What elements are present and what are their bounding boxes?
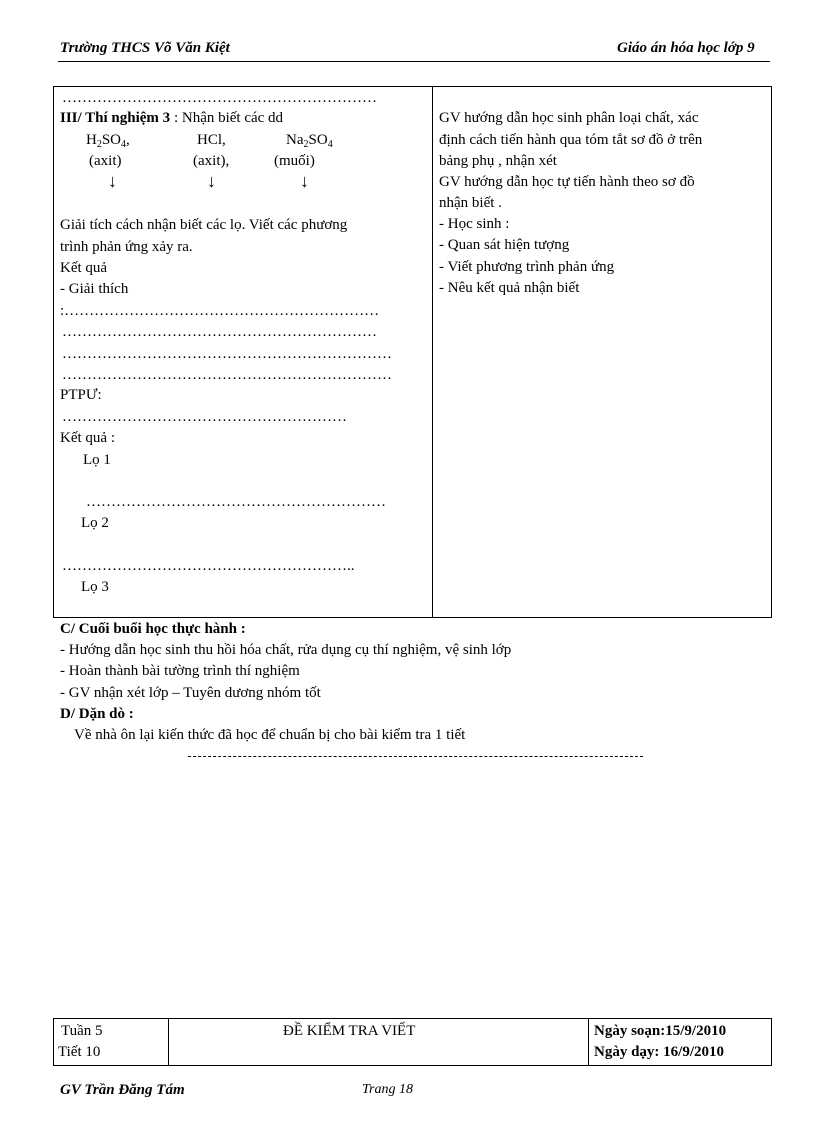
table-column-divider xyxy=(432,86,433,617)
footer-week: Tuần 5 xyxy=(61,1023,103,1039)
reason-label: - Giải thích xyxy=(60,281,129,297)
dots-line-6: …………………………………………………… xyxy=(86,494,386,510)
right-line-9: - Nêu kết quả nhận biết xyxy=(439,280,580,296)
section-c-title: C/ Cuối buổi học thực hành : xyxy=(60,621,246,637)
right-line-1: GV hướng dẫn học sinh phân loại chất, xác xyxy=(439,110,699,126)
header-rule xyxy=(58,61,770,62)
ptpu-label: PTPƯ: xyxy=(60,387,102,403)
right-line-4: GV hướng dẫn học tự tiến hành theo sơ đồ xyxy=(439,174,695,190)
ketqua-label: Kết quả : xyxy=(60,430,115,446)
header-subject: Giáo án hóa học lớp 9 xyxy=(617,40,755,56)
chem-type-3: (muối) xyxy=(274,153,315,169)
footer-divider-1 xyxy=(168,1019,169,1065)
section-c-item-2: - Hoàn thành bài tường trình thí nghiệm xyxy=(60,663,300,679)
right-line-7: - Quan sát hiện tượng xyxy=(439,237,570,253)
result-label: Kết quả xyxy=(60,260,108,276)
section-d-title: D/ Dặn dò : xyxy=(60,706,134,722)
chem-type-1: (axit) xyxy=(89,153,122,169)
dots-line-2: ……………………………………………………… xyxy=(62,324,377,340)
footer-date-taught: Ngày dạy: 16/9/2010 xyxy=(594,1044,725,1060)
footer-test-title: ĐỀ KIỂM TRA VIẾT xyxy=(283,1023,416,1039)
dots-line-7: ………………………………………………….. xyxy=(62,558,355,574)
dots-line-4: ………………………………………………………… xyxy=(62,367,392,383)
right-line-6: - Học sinh : xyxy=(439,216,510,232)
footer-date-prepared: Ngày soạn:15/9/2010 xyxy=(594,1023,727,1039)
right-line-8: - Viết phương trình phản ứng xyxy=(439,259,615,275)
experiment-3-desc: : Nhận biết các dd xyxy=(170,110,284,126)
footer-divider-2 xyxy=(588,1019,589,1065)
right-line-5: nhận biết . xyxy=(439,195,502,211)
section-c-item-3: - GV nhận xét lớp – Tuyên dương nhóm tốt xyxy=(60,685,321,701)
bottle-3-label: Lọ 3 xyxy=(81,579,109,595)
down-arrow-icon: ↓ xyxy=(207,171,216,191)
right-line-2: định cách tiến hành qua tóm tắt sơ đồ ở trên xyxy=(439,132,703,148)
chem-type-2: (axit), xyxy=(193,153,230,169)
experiment-3-heading xyxy=(60,109,283,127)
experiment-3-title: III/ Thí nghiệm 3 xyxy=(60,110,171,126)
chem-hcl: HCl, xyxy=(197,132,226,148)
explain-line-1: Giải tích cách nhận biết các lọ. Viết các phương xyxy=(60,217,348,233)
end-separator xyxy=(188,756,643,757)
footer-lesson: Tiết 10 xyxy=(58,1044,101,1060)
down-arrow-icon: ↓ xyxy=(300,171,309,191)
dots-line-1: :……………………………………………………… xyxy=(60,303,380,319)
dots-line-5: ………………………………………………… xyxy=(62,409,347,425)
footer-teacher: GV Trần Đăng Tám xyxy=(60,1082,185,1098)
bottle-1-label: Lọ 1 xyxy=(83,452,111,468)
chem-h2so4: $H_2SO_4$, xyxy=(86,132,130,150)
footer-page-number: Trang 18 xyxy=(362,1082,413,1097)
dots-line-3: ………………………………………………………… xyxy=(62,346,392,362)
header-school: Trường THCS Võ Văn Kiệt xyxy=(60,40,230,56)
section-c-item-1: - Hướng dẫn học sinh thu hồi hóa chất, rửa dụng cụ thí nghiệm, vệ sinh lớp xyxy=(60,642,512,658)
explain-line-2: trình phản ứng xảy ra. xyxy=(60,239,193,255)
down-arrow-icon: ↓ xyxy=(108,171,117,191)
right-line-3: bảng phụ , nhận xét xyxy=(439,153,557,169)
dots-top: ……………………………………………………… xyxy=(62,90,377,106)
bottle-2-label: Lọ 2 xyxy=(81,515,109,531)
chem-na2so4: $Na_2SO_4$ xyxy=(286,132,333,150)
section-d-text: Về nhà ôn lại kiến thức đã học để chuẩn bị cho bài kiểm tra 1 tiết xyxy=(74,727,466,743)
